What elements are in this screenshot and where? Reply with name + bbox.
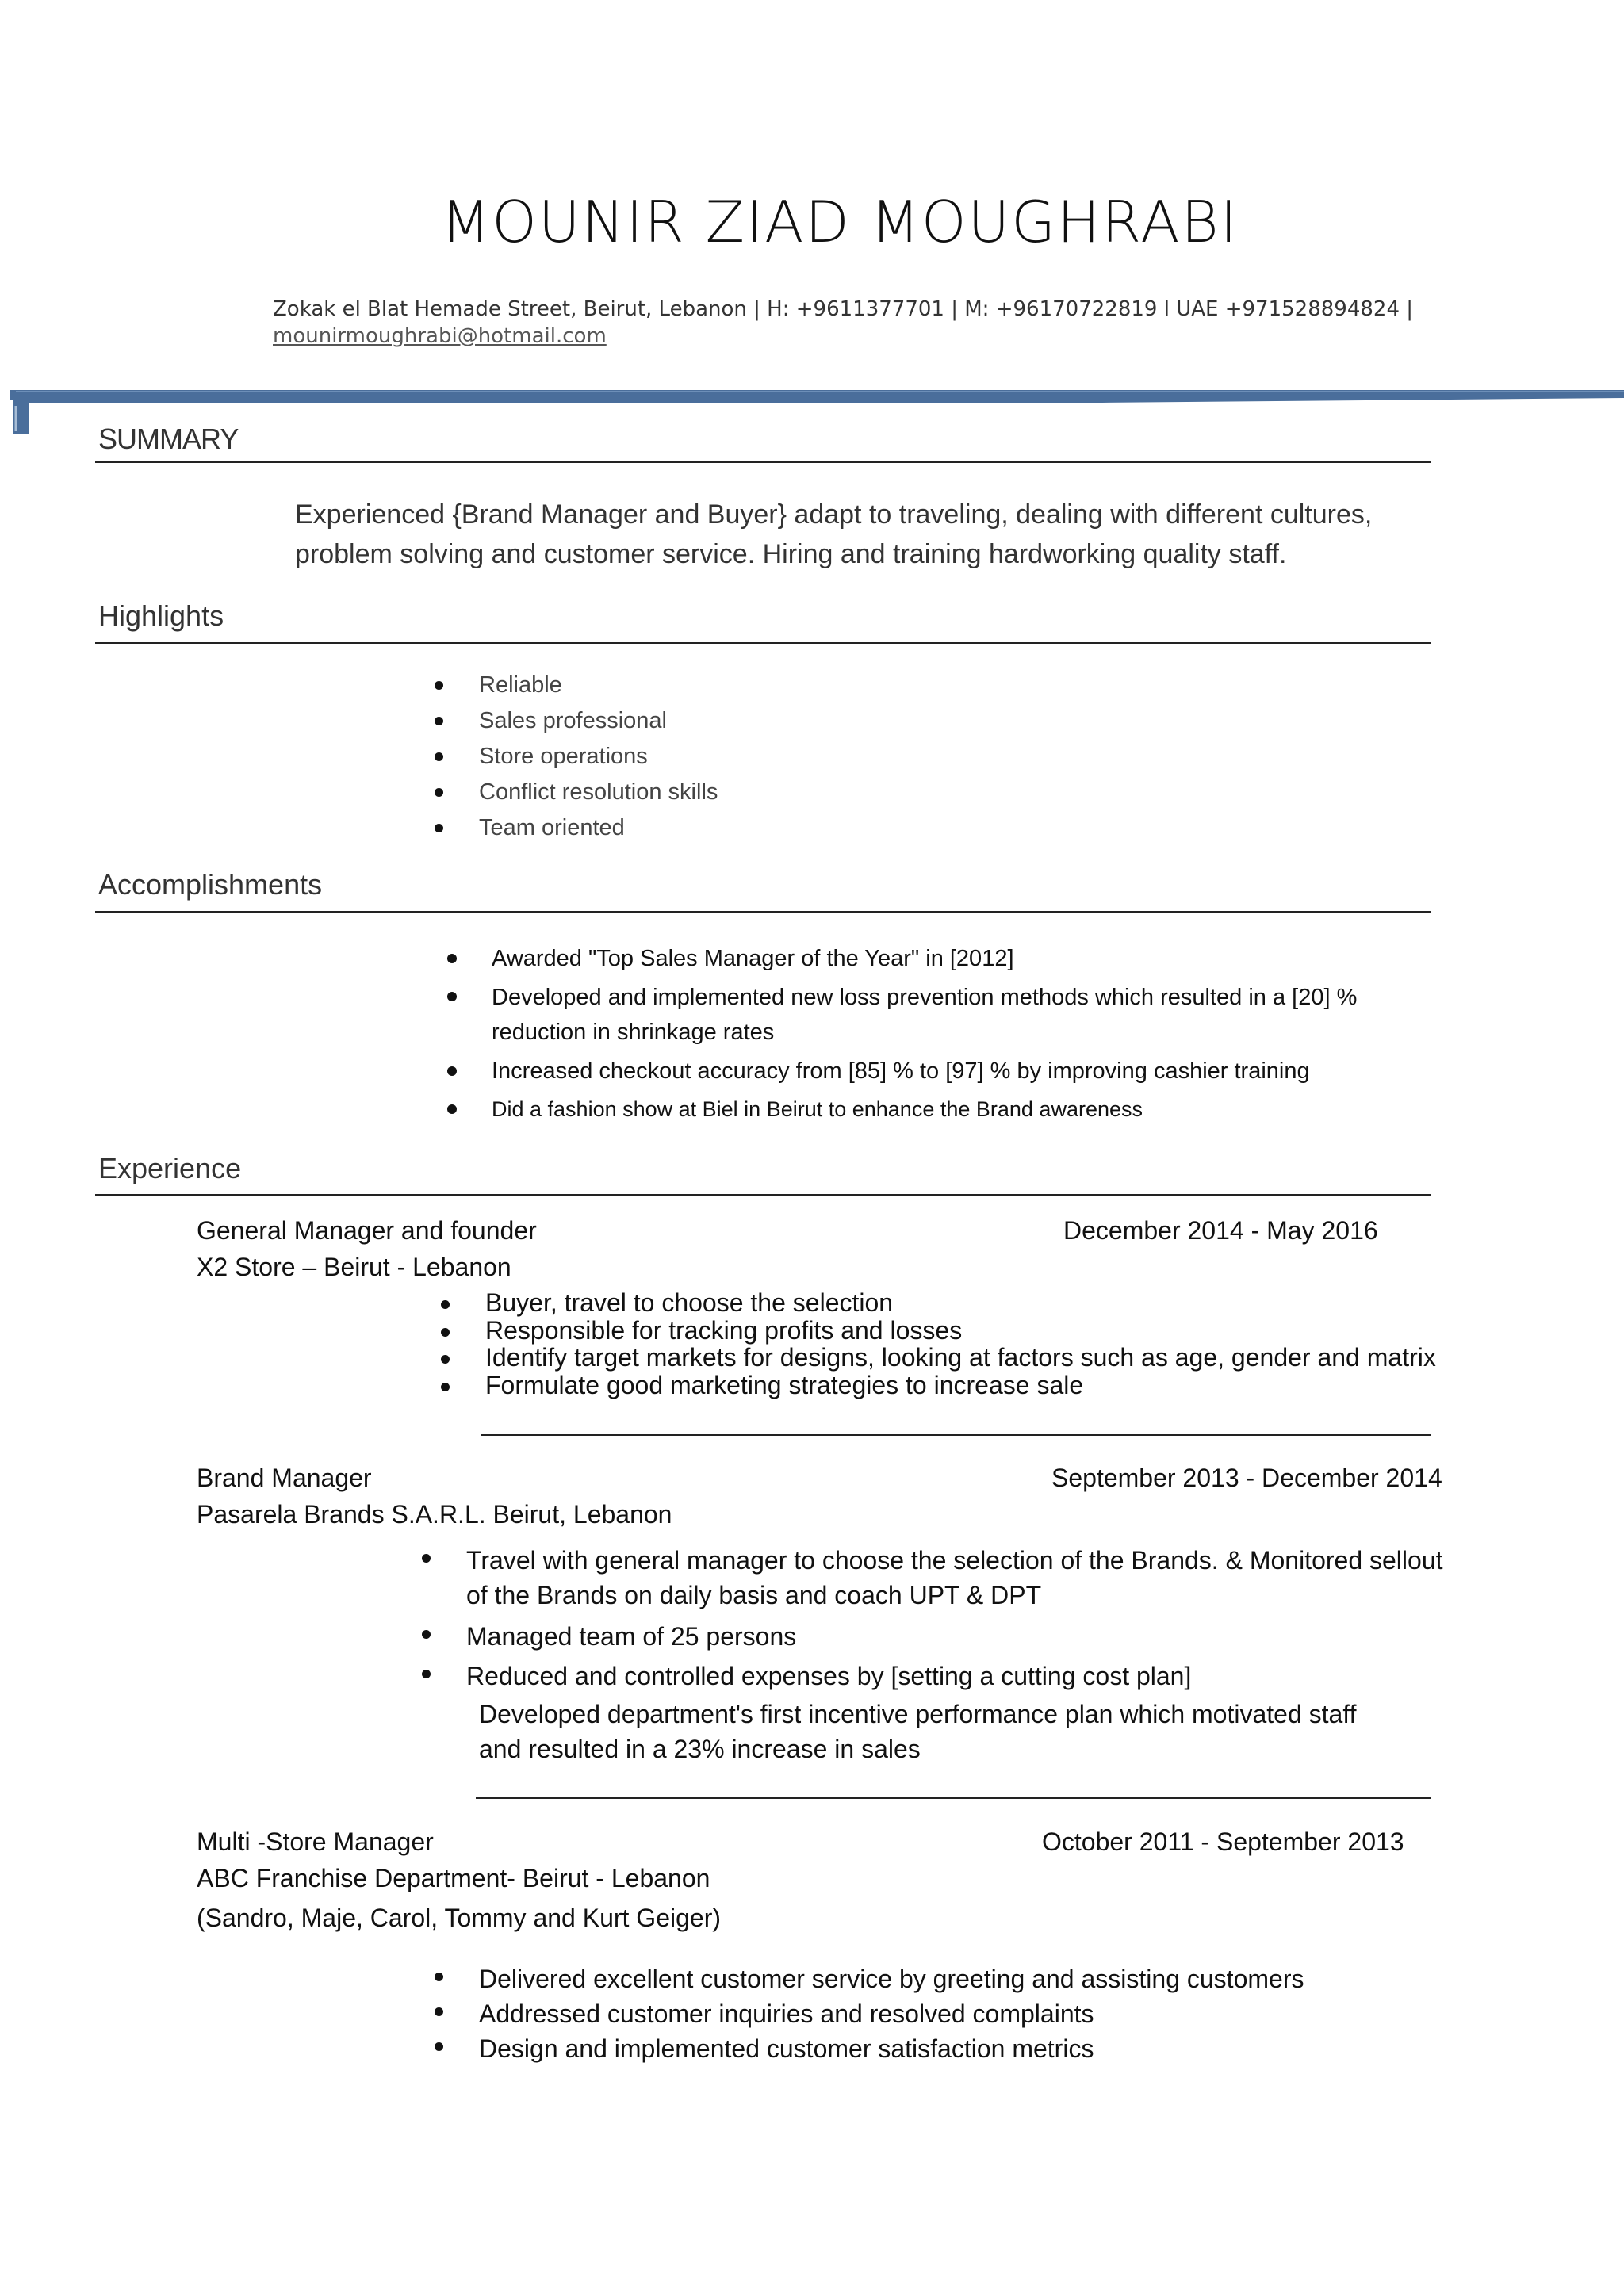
list-item-text: Identify target markets for designs, looking at factors such as age, gender and matrix (485, 1343, 1436, 1372)
accomplishments-list (492, 942, 1014, 975)
list-item-text: Did a fashion show at Biel in Beirut to enhance the Brand awareness (492, 1097, 1143, 1121)
job-dates: September 2013 - December 2014 (1051, 1464, 1442, 1492)
contact-line: Zokak el Blat Hemade Street, Beirut, Lebanon | H: +9611377701 | M: +96170722819 l UAE +971528894824 | (273, 297, 1414, 321)
summary-line: problem solving and customer service. Hiring and training hardworking quality staff. (295, 539, 1287, 569)
job-dates: December 2014 - May 2016 (1063, 1216, 1378, 1245)
list-item-text: Awarded "Top Sales Manager of the Year" in [2012] (492, 946, 1014, 971)
accomplishments-heading: Accomplishments (98, 868, 323, 901)
list-item-text: Increased checkout accuracy from [85] % to [97] % by improving cashier training (492, 1058, 1310, 1084)
highlights-list (479, 668, 718, 846)
job-bullets-3 (466, 1659, 1191, 1693)
list-item (479, 1961, 1304, 1996)
job-brands: (Sandro, Maje, Carol, Tommy and Kurt Geiger) (197, 1904, 721, 1932)
list-item-text: reduction in shrinkage rates (492, 1020, 775, 1045)
list-item-text: Delivered excellent customer service by greeting and assisting customers (479, 1965, 1304, 1993)
list-item-text: Responsible for tracking profits and losses (485, 1315, 963, 1345)
list-item (485, 1344, 1436, 1372)
job-role: General Manager and founder (197, 1216, 537, 1245)
job-note (479, 1697, 1357, 1766)
list-item-text: Managed team of 25 persons (466, 1622, 797, 1651)
list-item (492, 942, 1014, 975)
list-item (485, 1289, 1436, 1317)
job-bullets (466, 1543, 1443, 1613)
list-item (492, 980, 1357, 1050)
job-bullets (479, 1961, 1304, 2066)
list-item (485, 1372, 1436, 1399)
accomplishments-list-4 (492, 1093, 1143, 1126)
list-item-text: Reduced and controlled expenses by [setting a cutting cost plan] (466, 1662, 1192, 1690)
list-item: Reliable (479, 668, 718, 703)
accomplishments-list-3 (492, 1054, 1310, 1088)
list-item-text: Buyer, travel to choose the selection (485, 1288, 894, 1317)
summary-text (295, 495, 1372, 574)
list-item-text: of the Brands on daily basis and coach UPT & DPT (466, 1581, 1042, 1609)
list-item (485, 1317, 1436, 1345)
list-item: Store operations (479, 739, 718, 775)
list-item-text: Formulate good marketing strategies to increase sale (485, 1370, 1084, 1399)
list-item: Sales professional (479, 703, 718, 739)
highlights-divider (95, 642, 1431, 644)
candidate-name: MOUNIR ZIAD MOUGHRABI (441, 189, 1239, 255)
list-item (466, 1659, 1191, 1693)
accomplishments-list-2 (492, 980, 1357, 1050)
job-bullets (485, 1289, 1436, 1399)
list-item (479, 2031, 1304, 2066)
contact-info (273, 296, 1462, 350)
list-item (466, 1543, 1443, 1613)
email-link[interactable]: mounirmoughrabi@hotmail.com (273, 324, 607, 348)
job-divider (476, 1797, 1431, 1799)
job-note-line: Developed department's first incentive performance plan which motivated staff (479, 1700, 1357, 1728)
job-divider (481, 1434, 1431, 1436)
list-item: Conflict resolution skills (479, 775, 718, 810)
job-role: Multi -Store Manager (197, 1827, 434, 1856)
job-role: Brand Manager (197, 1464, 372, 1492)
job-note-line: and resulted in a 23% increase in sales (479, 1735, 921, 1763)
list-item-text: Developed and implemented new loss prevention methods which resulted in a [20] % (492, 985, 1358, 1010)
summary-heading: SUMMARY (98, 423, 239, 455)
list-item: Team oriented (479, 810, 718, 846)
experience-divider (95, 1194, 1431, 1196)
job-dates: October 2011 - September 2013 (1042, 1827, 1404, 1856)
job-company: X2 Store – Beirut - Lebanon (197, 1253, 511, 1281)
list-item (479, 1996, 1304, 2031)
list-item-text: Travel with general manager to choose the selection of the Brands. & Monitored sellout (466, 1546, 1443, 1575)
job-bullets-2 (466, 1619, 796, 1654)
accomplishments-divider (95, 911, 1431, 913)
list-item (492, 1054, 1310, 1088)
job-company: Pasarela Brands S.A.R.L. Beirut, Lebanon (197, 1500, 672, 1529)
list-item (466, 1619, 796, 1654)
highlights-heading: Highlights (98, 599, 224, 632)
header-accent-bar (0, 384, 1624, 439)
job-company: ABC Franchise Department- Beirut - Lebanon (197, 1864, 710, 1892)
list-item-text: Addressed customer inquiries and resolved complaints (479, 1999, 1094, 2028)
list-item (492, 1093, 1143, 1126)
experience-heading: Experience (98, 1152, 242, 1184)
list-item-text: Design and implemented customer satisfaction metrics (479, 2034, 1094, 2063)
summary-divider (95, 461, 1431, 463)
summary-line: Experienced {Brand Manager and Buyer} adapt to traveling, dealing with different cultures, (295, 499, 1373, 530)
